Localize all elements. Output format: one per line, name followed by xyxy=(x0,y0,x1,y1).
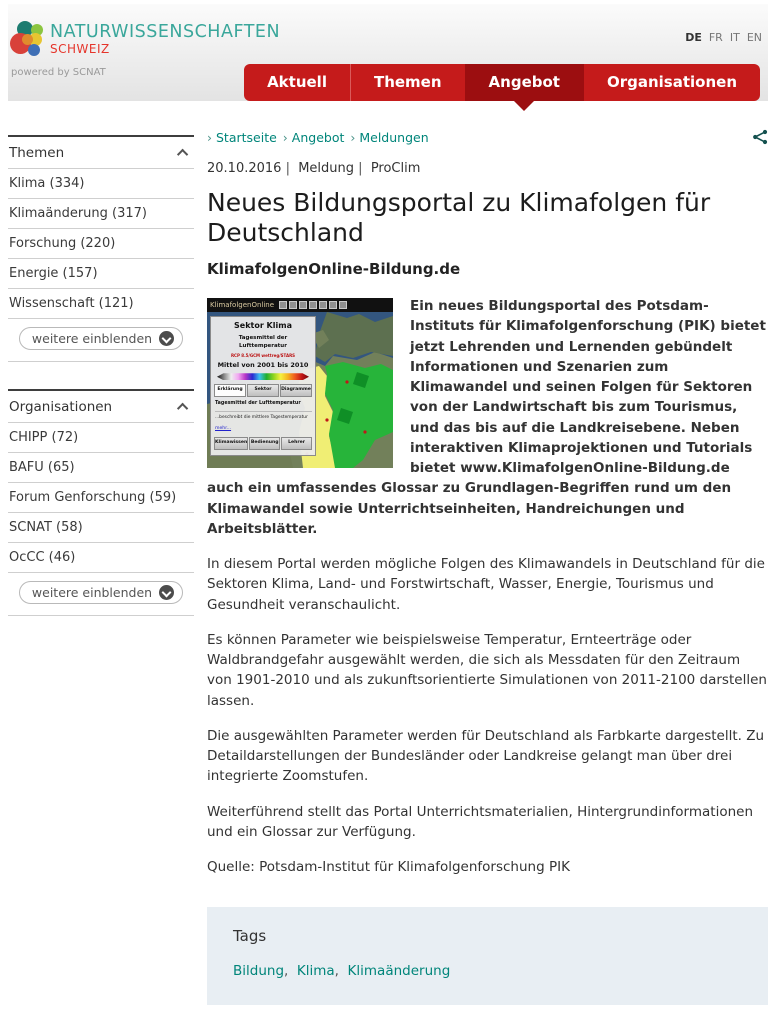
page-title: Neues Bildungsportal zu Klimafolgen für Deutschland xyxy=(207,188,711,247)
lang-de[interactable]: DE xyxy=(685,31,702,44)
tag-link-klima-nderung[interactable]: Klimaänderung xyxy=(347,963,451,980)
breadcrumb-item-startseite[interactable]: › Startseite xyxy=(207,130,277,145)
tab-organisationen[interactable]: Organisationen xyxy=(583,64,760,101)
chevron-up-icon xyxy=(177,403,188,414)
toolbar-square-icon[interactable] xyxy=(309,301,317,309)
panel-button-klimawissen[interactable]: Klimawissen xyxy=(214,437,248,450)
article-paragraph: Es können Parameter wie beispielsweise Temperatur, Ernteerträge oder Waldbrandgefahr ausgewählt werden, die sich als Messdaten für den Zeitraum von 1901-2010 und als zukunftsorientierte Simulationen von 2011-2100 darstellen lassen. xyxy=(207,631,767,709)
lang-fr[interactable]: FR xyxy=(708,31,723,44)
show-more-label: weitere einblenden xyxy=(31,585,153,600)
panel-tabs xyxy=(214,384,312,397)
breadcrumb-item-angebot[interactable]: › Angebot xyxy=(277,130,345,145)
sidebar-more-row xyxy=(8,319,194,362)
share-icon[interactable] xyxy=(752,129,768,145)
panel-subtitle: Tagesmittel der Lufttemperatur xyxy=(238,335,288,350)
toolbar-square-icon[interactable] xyxy=(329,301,337,309)
panel-period: Mittel von 2001 bis 2010 xyxy=(217,360,309,369)
article-paragraph: In diesem Portal werden mögliche Folgen des Klimawandels in Deutschland für die Sektoren Klima, Land- und Forstwirtschaft, Wasser, Energie, Tourismus und Gesundheit veranschaulicht. xyxy=(207,556,765,613)
tab-aktuell[interactable]: Aktuell xyxy=(244,64,350,101)
article-paragraph: Weiterführend stellt das Portal Unterrichtsmaterialien, Hintergrundinformationen und ein Glossar zur Verfügung. xyxy=(207,803,754,840)
toolbar-square-icon[interactable] xyxy=(339,301,347,309)
article-date: 20.10.2016 xyxy=(207,161,282,176)
panel-param-desc: ...beschreibt die mittlere Tagestemperatur xyxy=(215,411,312,422)
sidebar-more-row xyxy=(8,573,194,616)
sidebar-item-wissenschaft[interactable]: Wissenschaft (121) xyxy=(8,289,194,319)
sidebar-section-title: Organisationen xyxy=(9,399,113,415)
sidebar-section-organisationen xyxy=(8,389,194,616)
sidebar-item-list xyxy=(8,423,194,573)
main-nav xyxy=(244,64,760,101)
show-more-label: weitere einblenden xyxy=(31,331,153,346)
tags-box xyxy=(207,907,768,1005)
sidebar-item-forschung[interactable]: Forschung (220) xyxy=(8,229,194,259)
panel-param-title: Tagesmittel der Lufttemperatur xyxy=(215,401,301,407)
figure-control-panel xyxy=(210,316,316,456)
article-source-line: Quelle: Potsdam-Institut für Klimafolgenforschung PIK xyxy=(207,859,570,875)
sidebar-item-chipp[interactable]: CHIPP (72) xyxy=(8,423,194,453)
sidebar-item-klima-nderung[interactable]: Klimaänderung (317) xyxy=(8,199,194,229)
logo-text xyxy=(50,20,280,62)
site-logo[interactable] xyxy=(10,20,280,62)
figure-app-title: KlimafolgenOnline xyxy=(210,300,275,309)
tags-list xyxy=(233,960,742,979)
site-header xyxy=(8,4,768,101)
toolbar-square-icon[interactable] xyxy=(289,301,297,309)
logo-bubbles-icon xyxy=(10,20,50,62)
sidebar-item-forum-genforschung[interactable]: Forum Genforschung (59) xyxy=(8,483,194,513)
tag-link-klima[interactable]: Klima , xyxy=(297,963,348,979)
chevron-up-icon xyxy=(177,149,188,160)
sidebar-item-klima[interactable]: Klima (334) xyxy=(8,169,194,199)
language-switcher xyxy=(678,31,762,44)
color-scale-legend xyxy=(217,373,309,380)
sidebar-item-occc[interactable]: OcCC (46) xyxy=(8,543,194,573)
article-paragraph: Die ausgewählten Parameter werden für Deutschland als Farbkarte dargestellt. Zu Detaildarstellungen der Bundesländer oder Landkreise gelangt man über drei integrierte Zoomstufen. xyxy=(207,727,765,785)
breadcrumb-item-meldungen[interactable]: › Meldungen xyxy=(344,130,428,145)
sidebar-item-scnat[interactable]: SCNAT (58) xyxy=(8,513,194,543)
breadcrumb xyxy=(207,130,429,145)
show-more-button[interactable] xyxy=(19,581,183,604)
figure-toolbar-icons xyxy=(279,301,347,309)
sidebar-item-energie[interactable]: Energie (157) xyxy=(8,259,194,289)
lang-it[interactable]: IT xyxy=(729,31,740,44)
sidebar-section-title: Themen xyxy=(9,145,65,161)
show-more-button[interactable] xyxy=(19,327,183,350)
sidebar-section-header-organisationen[interactable] xyxy=(8,391,194,423)
article-lead: Ein neues Bildungsportal des Potsdam-Instituts für Klimafolgenforschung (PIK) bietet jetzt Lehrenden und Lernenden gebündelt Informationen und Szenarien zum Klimawandel und seinen Folgen für Sektoren von der Landwirtschaft bis zum Tourismus, und das bis auf die Landkreisebene. Neben interaktiven Klimaprojektionen und Tutorials bietet www.KlimafolgenOnline-Bildung.de auch ein umfassendes Glossar zu Grundlagen-Begriffen rund um den Klimawandel sowie Unterrichtseinheiten, Handreichungen und Arbeitsblätter. xyxy=(207,298,766,537)
powered-by: powered by SCNAT xyxy=(11,67,106,78)
tags-title: Tags xyxy=(233,927,267,946)
panel-buttons xyxy=(214,437,312,450)
panel-scenario: RCP 8.5/GCM wettreg/STARS xyxy=(230,352,296,358)
sidebar-section-themen xyxy=(8,135,194,362)
article-type: | Meldung xyxy=(281,161,354,176)
tag-link-bildung[interactable]: Bildung , xyxy=(233,963,297,979)
panel-button-bedienung[interactable]: Bedienung xyxy=(249,437,280,450)
chevron-down-circle-icon xyxy=(159,331,174,346)
panel-title: Sektor Klima xyxy=(234,321,292,330)
article-source: | ProClim xyxy=(354,161,420,176)
figure-toolbar xyxy=(207,298,393,312)
toolbar-square-icon[interactable] xyxy=(299,301,307,309)
sidebar-section-header-themen[interactable] xyxy=(8,137,194,169)
sidebar-item-list xyxy=(8,169,194,319)
toolbar-square-icon[interactable] xyxy=(279,301,287,309)
panel-button-lehrer[interactable]: Lehrer xyxy=(281,437,312,450)
panel-tab-diagramme[interactable]: Diagramme xyxy=(280,384,312,397)
chevron-down-circle-icon xyxy=(159,585,174,600)
panel-tab-sektor[interactable]: Sektor xyxy=(247,384,279,397)
logo-line1: NATURWISSENSCHAFTEN xyxy=(50,22,281,42)
article-body xyxy=(207,296,768,877)
tab-angebot[interactable]: Angebot xyxy=(465,64,583,101)
article-figure-map[interactable] xyxy=(207,298,393,468)
article-subtitle: KlimafolgenOnline-Bildung.de xyxy=(207,260,461,278)
toolbar-square-icon[interactable] xyxy=(319,301,327,309)
lang-en[interactable]: EN xyxy=(746,31,762,44)
logo-line2: SCHWEIZ xyxy=(50,42,110,57)
panel-more-link[interactable]: mehr... xyxy=(215,425,232,431)
main-content xyxy=(207,129,768,1005)
sidebar-item-bafu[interactable]: BAFU (65) xyxy=(8,453,194,483)
article-meta xyxy=(207,161,768,176)
tab-themen[interactable]: Themen xyxy=(350,64,465,101)
panel-tab-erkl-rung[interactable]: Erklärung xyxy=(214,384,246,397)
